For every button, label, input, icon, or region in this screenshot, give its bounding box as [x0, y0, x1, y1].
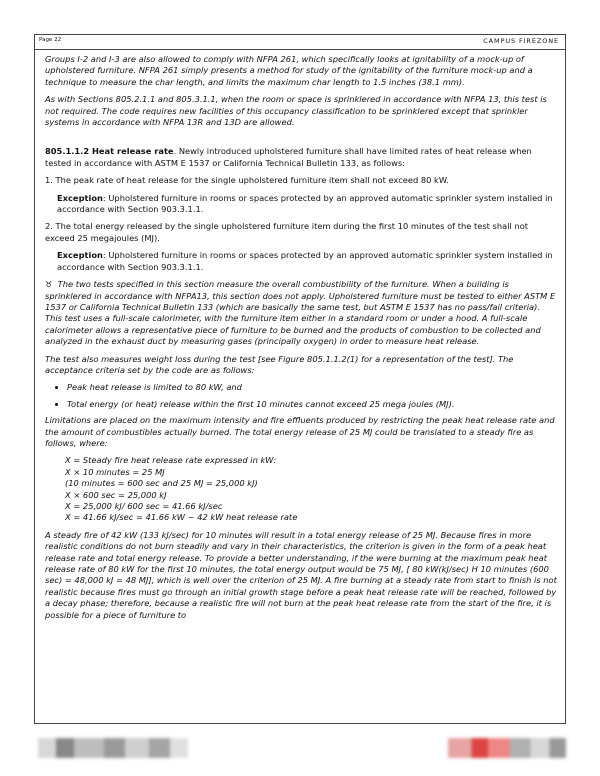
page-header — [35, 35, 565, 50]
paragraph-sprinkler: As with Sections 805.2.1.1 and 805.3.1.1, when the room or space is sprinklered in accordance with NFPA 13, this test is not required. The code requires new facilities of this occupancy classification to be sprinklered except that sprinkler systems in accordance with NFPA 13R and 13D are allowed. — [45, 94, 547, 128]
exception-label: Exception — [57, 192, 103, 203]
calculation — [45, 455, 557, 523]
commentary-icon: ♉ — [45, 279, 53, 290]
calc-line: X = 41.66 kJ/sec = 41.66 kW ~ 42 kW heat release rate — [65, 512, 298, 523]
list-item-1: 1. The peak rate of heat release for the single upholstered furniture item shall not exceed 80 kW. — [45, 175, 449, 186]
list-item: • Total energy (or heat) release within the first 10 minutes cannot exceed 25 mega joules (MJ). — [67, 399, 557, 410]
exception-label: Exception — [57, 250, 103, 261]
publication-name: CAMPUS FIREZONE — [483, 37, 559, 45]
section-body: . Newly introduced upholstered furniture shall have limited rates of heat release when tested in accordance with ASTM E 1537 or California Technical Bulletin 133, as follows: — [45, 146, 532, 168]
commentary — [45, 279, 557, 347]
page-content — [45, 54, 557, 627]
exception-text: : Upholstered furniture in rooms or spaces protected by an approved automatic sprinkler system installed in accordance with Section 903.3.1.1. — [57, 192, 553, 215]
footer-logo-left — [38, 738, 188, 758]
list-item: • Peak heat release is limited to 80 kW, and — [67, 382, 557, 393]
list-item-2: 2. The total energy released by the single upholstered furniture item during the first 10 minutes of the test shall not exceed 25 megajoules (MJ). — [45, 221, 529, 243]
exception-2 — [57, 250, 557, 273]
page-frame — [34, 34, 566, 724]
exception-text: : Upholstered furniture in rooms or spaces protected by an approved automatic sprinkler system installed in accordance with Section 903.3.1.1. — [57, 250, 553, 272]
section-805-1-1-2 — [45, 146, 557, 169]
calc-line: X = Steady fire heat release rate expressed in kW: — [65, 455, 277, 466]
calc-line: X × 10 minutes = 25 MJ — [65, 466, 165, 477]
paragraph-nfpa261: Groups I-2 and I-3 are also allowed to comply with NFPA 261, which specifically looks at ignitability of a mock-up of upholstered furniture. NFPA 261 simply presents a method for study of the ignitability of the furniture mock-up and a technique to measure the char length, and limits the maximum char length to 1.5 inches (38.1 mm). — [45, 54, 533, 87]
paragraph-final: A steady fire of 42 kW (133 kJ/sec) for 10 minutes will result in a total energy release of 25 MJ. Because fires in more realistic conditions do not burn steadily and vary in their characteristics, the criterion is given in the form of a peak heat release rate and total energy release. To provide a better understanding, if the were burning at the maximum peak heat release rate of 80 kW for the first 10 minutes, the total energy output would be 75 MJ, [ 80 kW(kJ/sec) H 10 minutes (600 sec) = 48,000 kJ = 48 MJ], which is well over the criterion of 25 MJ. A fire burning at a steady rate from start to finish is not realistic because fires must go through an initial growth stage before a peak heat release rate will be reached, followed by a decay phase; therefore, because a realistic fire will not burn at the peak heat release rate from the start of the fire, it is possible for a piece of furniture to — [45, 529, 557, 620]
calc-line: X = 25,000 kJ/ 600 sec = 41.66 kJ/sec — [65, 501, 223, 511]
page-number: Page 22 — [39, 37, 62, 43]
calc-line: (10 minutes = 600 sec and 25 MJ = 25,000 kJ) — [65, 478, 258, 489]
paragraph-test: The test also measures weight loss during the test [see Figure 805.1.1.2(1) for a representation of the test]. The acceptance criteria set by the code are as follows: — [45, 353, 514, 375]
footer-logo-right — [448, 738, 566, 758]
section-title: 805.1.1.2 Heat release rate — [45, 146, 174, 157]
calc-line: X × 600 sec = 25,000 kJ — [65, 489, 167, 500]
criteria-list — [45, 382, 557, 410]
commentary-text: The two tests specified in this section measure the overall combustibility of the furniture. When a building is sprinklered in accordance with NFPA13, this section does not apply. Upholstered furniture must be tested to either ASTM E 1537 or California Technical Bulletin 133 (which are basically the same test, but ASTM E 1537 has no pass/fail criteria). This test uses a full-scale calorimeter, with the furniture item either in a standard room or under a hood. A full-scale calorimeter allows a representative piece of furniture to be burned and the products of combustion to be collected and analyzed in the exhaust duct by measuring gases (principally oxygen) in order to measure heat release. — [45, 279, 556, 347]
exception-1 — [57, 193, 557, 216]
paragraph-limits: Limitations are placed on the maximum intensity and fire effluents produced by restricting the peak heat release rate and the amount of combustibles actually burned. The total energy release of 25 MJ could be translated to a steady fire as follows, where: — [45, 415, 555, 448]
